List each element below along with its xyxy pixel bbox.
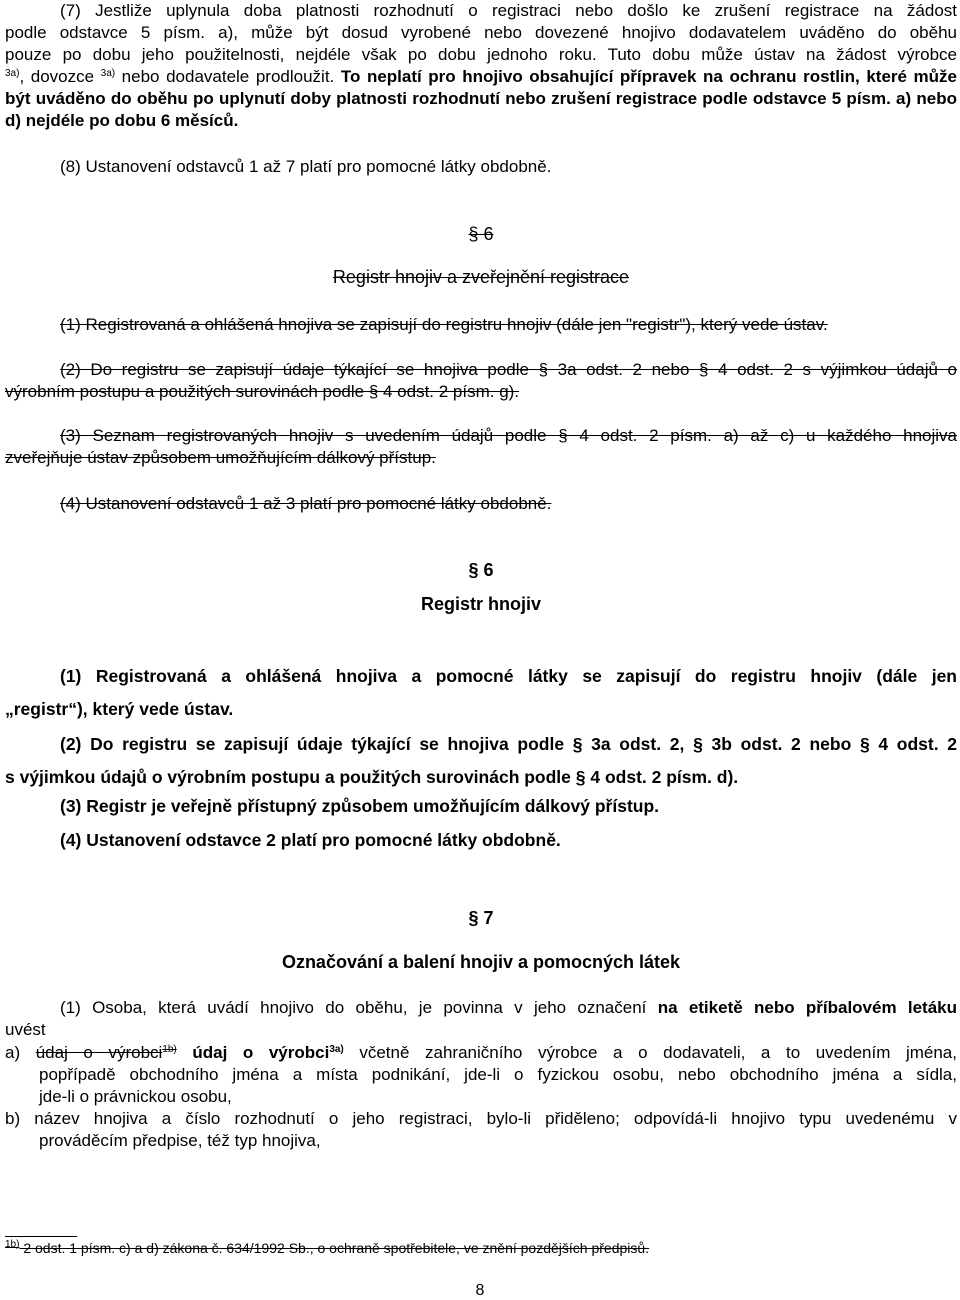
section-7-item-b: b) název hnojiva a číslo rozhodnutí o jeho registraci, bylo-li přiděleno; odpovídá-li hnojivo typu uvedenému v prováděcím předpise, též typ hnojiva, bbox=[5, 1109, 957, 1150]
footnote-ref-1b: 1b) bbox=[162, 1044, 177, 1055]
section-7-number: § 7 bbox=[468, 908, 494, 928]
p7-line-4: $^{3a)}$, dovozce $^{3a)}$ nebo dodavatele prodloužit. To neplatí pro hnojivo obsahující přípravek na ochranu rostlin, které může být uváděno do oběhu po uplynutí doby platnosti rozhodnutí nebo zrušení registrace podle odstavce 5 písm. a) nebo d) nejdéle po dobu 6 měsíců. bbox=[5, 67, 958, 130]
footnote-ref-3a: 3a) bbox=[5, 68, 20, 79]
struck-section-6-number: § 6 bbox=[468, 224, 494, 244]
paragraph-5-8: (8) Ustanovení odstavců 1 až 7 platí pro pomocné látky obdobně. bbox=[60, 157, 552, 176]
vyrobce-amendment: údaj o výrobci bbox=[176, 1043, 330, 1062]
section-6-p1: (1) Registrovaná a ohlášená hnojiva a pomocné látky se zapisují do registru hnojiv (dále jen „registr“), který vede ústav. bbox=[5, 666, 957, 719]
p7-bold-amendment: To neplatí pro hnojivo obsahující přípravek na ochranu rostlin, které může být uváděno do oběhu po uplynutí doby platnosti rozhodnutí nebo zrušení registrace podle odstavce 5 písm. a) nebo d) nejdéle po dobu 6 měsíců. bbox=[5, 67, 958, 130]
page-number: 8 bbox=[475, 1282, 485, 1299]
struck-6-p3: (3) Seznam registrovaných hnojiv s uvedením údajů podle § 4 odst. 2 písm. a) až c) u každého hnojiva zveřejňuje ústav způsobem umožňujícím dálkový přístup. bbox=[5, 426, 957, 467]
footnote-ref-3a: 3a) bbox=[100, 68, 116, 79]
section-7-p1: (1) Osoba, která uvádí hnojivo do oběhu, je povinna v jeho označení na etiketě nebo příbalovém letáku uvést bbox=[5, 998, 957, 1039]
etiketa-amendment: na etiketě nebo příbalovém letáku bbox=[657, 998, 957, 1017]
section-7-item-a: a) údaj o výrobci$^{1b)}$ údaj o výrobci$^{3a)}$ včetně zahraničního výrobce a o dodavateli, a to uvedením jména, popřípadě obchodního jména a místa podnikání, jde-li o fyzickou osobu, nebo obchodního jména a sídla, jde-li o právnickou osobu, bbox=[5, 1043, 957, 1106]
struck-vyrobce: údaj o výrobci bbox=[35, 1043, 163, 1062]
footnote-separator bbox=[5, 1236, 77, 1237]
section-6-number: § 6 bbox=[468, 560, 494, 580]
p7-line-3: pouze po dobu jeho použitelnosti, nejdéle však po dobu jednoho roku. Tuto dobu může ústav na žádost výrobce bbox=[5, 45, 957, 64]
section-6-p2: (2) Do registru se zapisují údaje týkající se hnojiva podle § 3a odst. 2, § 3b odst. 2 nebo § 4 odst. 2 s výjimkou údajů o výrobním postupu a použitých surovinách podle § 4 odst. 2 písm. d). bbox=[5, 734, 957, 787]
section-6-p4: (4) Ustanovení odstavce 2 platí pro pomocné látky obdobně. bbox=[60, 830, 561, 850]
struck-6-p2: (2) Do registru se zapisují údaje týkající se hnojiva podle § 3a odst. 2 nebo § 4 odst. 2 s výjimkou údajů o výrobním postupu a použitých surovinách podle § 4 odst. 2 písm. g). bbox=[5, 360, 957, 401]
p7-line-1: (7) Jestliže uplynula doba platnosti rozhodnutí o registraci nebo došlo ke zrušení registrace na žádost bbox=[60, 1, 957, 20]
footnote-1b: $^{1b)}$ 2 odst. 1 písm. c) a d) zákona č. 634/1992 Sb., o ochraně spotřebitele, ve znění pozdějších předpisů. bbox=[5, 1239, 650, 1256]
section-6-p3: (3) Registr je veřejně přístupný způsobem umožňujícím dálkový přístup. bbox=[60, 796, 660, 816]
paragraph-5-7 bbox=[5, 0, 957, 132]
footnote-ref-3a: 3a) bbox=[329, 1044, 344, 1055]
struck-6-p4: (4) Ustanovení odstavců 1 až 3 platí pro pomocné látky obdobně. bbox=[60, 494, 552, 513]
struck-6-p1: (1) Registrovaná a ohlášená hnojiva se zapisují do registru hnojiv (dále jen "registr"), který vede ústav. bbox=[60, 315, 828, 334]
section-7-title: Označování a balení hnojiv a pomocných látek bbox=[281, 952, 681, 972]
section-6-title: Registr hnojiv bbox=[420, 594, 541, 614]
p7-line-2: podle odstavce 5 písm. a), může být dosud vyrobené nebo dovezené hnojivo dodavatelem uváděno do oběhu bbox=[5, 23, 957, 42]
struck-section-6-title: Registr hnojiv a zveřejnění registrace bbox=[332, 267, 630, 287]
